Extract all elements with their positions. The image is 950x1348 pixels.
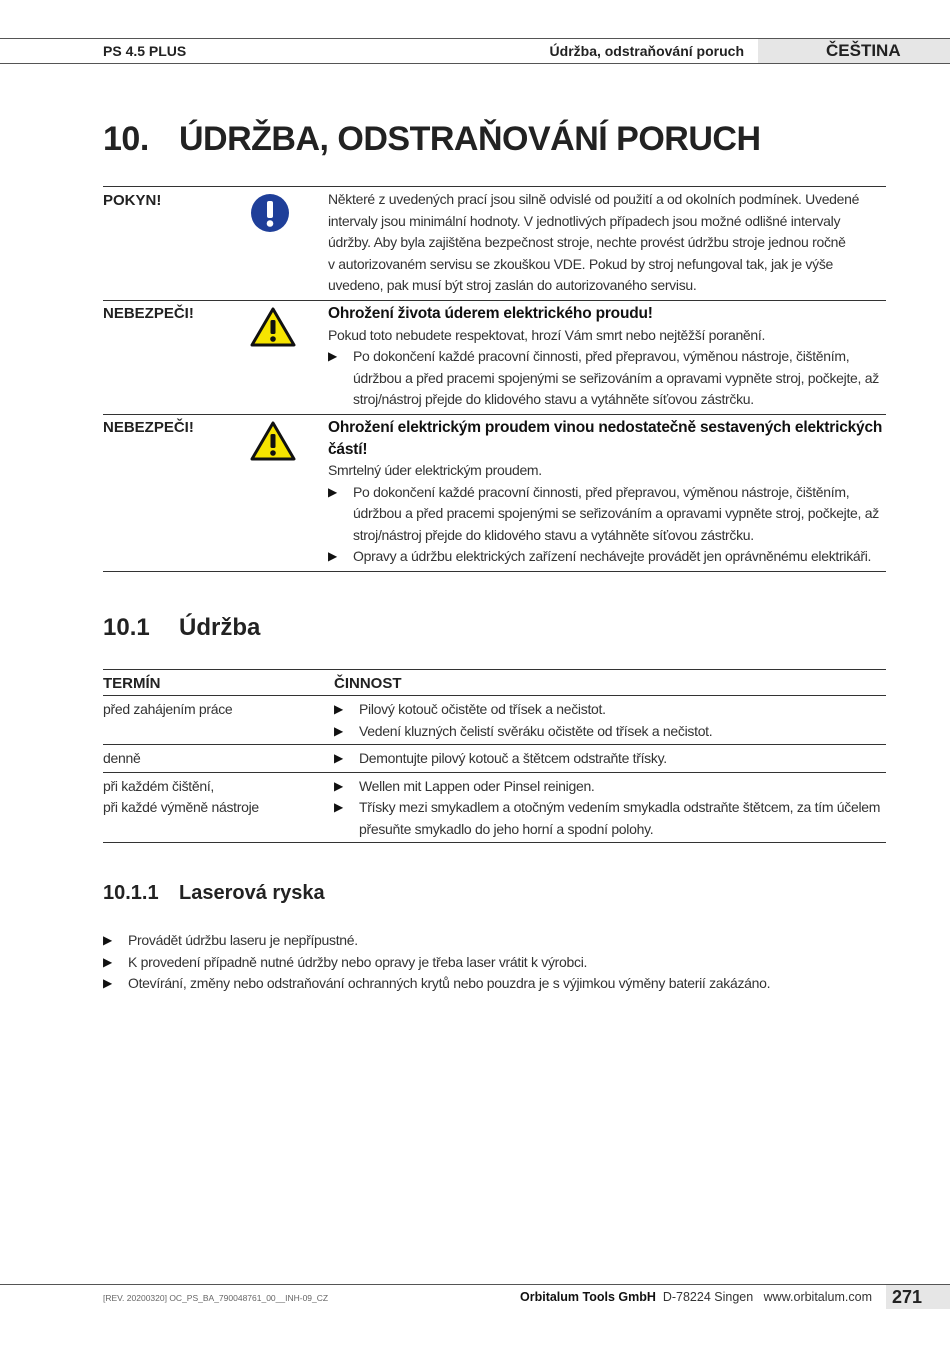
bullet-text: Otevírání, změny nebo odstraňování ochranných krytů nebo pouzdra je s výjimkou výměny baterií zakázáno. <box>128 975 771 991</box>
notice-rule <box>103 414 886 415</box>
chapter-title-text: ÚDRŽBA, ODSTRAŇOVÁNÍ PORUCH <box>179 120 761 158</box>
page-number: 271 <box>892 1287 923 1307</box>
table-rule <box>103 842 886 843</box>
notice-label: POKYN! <box>103 192 162 209</box>
bullet-text: Po dokončení každé pracovní činnosti, před přepravou, výměnou nástroje, čištěním, údržbou a před pracemi spojenými se seřizováním a opravami vypněte stroj, počkejte, až stroj/nástroj přejde do klidového stavu a vytáhněte síťovou zástrčku. <box>353 483 879 543</box>
bullet-text: Po dokončení každé pracovní činnosti, před přepravou, výměnou nástroje, čištěním, údržbou a před pracemi spojenými se seřizováním a opravami vypněte stroj, počkejte, až stroj/nástroj přejde do klidového stavu a vytáhněte síťovou zástrčku. <box>353 348 879 407</box>
list-item <box>103 973 886 995</box>
action-cell <box>334 748 886 770</box>
list-item <box>103 952 886 974</box>
maintenance-table <box>103 669 886 843</box>
list-item <box>328 546 888 568</box>
column-header-term: TERMÍN <box>103 675 161 692</box>
company-website: www.orbitalum.com <box>763 1290 872 1304</box>
column-header-action: ČINNOST <box>334 675 402 692</box>
subsection-title-text: Laserová ryska <box>179 882 325 904</box>
notice-line: v autorizovaném servisu se zkouškou VDE. Pokud by stroj nefungoval tak, jak je výše <box>328 255 834 272</box>
section-title-text: Údržba <box>179 614 261 641</box>
section-title <box>103 614 260 642</box>
bullet-triangle-icon: ▶ <box>328 549 337 563</box>
term-cell <box>103 699 334 742</box>
danger-heading: Ohrožení života úderem elektrického proudu! <box>328 305 653 322</box>
bullet-text: Třísky mezi smykadlem a otočným vedením smykadla odstraňte štětcem, za tím účelem přesuňte smykadlo do jeho horní a spodní polohy. <box>359 799 881 837</box>
term-cell <box>103 748 334 770</box>
list-item <box>334 699 886 721</box>
danger-body <box>328 417 888 568</box>
notice-rule <box>103 186 886 187</box>
bullet-text: K provedení případně nutné údržby nebo opravy je třeba laser vrátit k výrobci. <box>128 953 588 970</box>
bullet-text: Wellen mit Lappen oder Pinsel reinigen. <box>359 777 595 794</box>
laser-bullet-list <box>103 930 886 995</box>
footer-company <box>520 1290 872 1304</box>
bullet-triangle-icon: ▶ <box>103 933 112 947</box>
bullet-text: Pilový kotouč očistěte od třísek a nečistot. <box>359 701 606 717</box>
bullet-triangle-icon: ▶ <box>334 702 343 716</box>
bullet-text: Demontujte pilový kotouč a štětcem odstraňte třísky. <box>359 750 667 766</box>
list-item <box>103 930 886 952</box>
footer-rule <box>0 1284 950 1285</box>
bullet-text: Provádět údržbu laseru je nepřípustné. <box>128 932 358 948</box>
term-line: při každém čištění, <box>103 777 215 794</box>
term-line: denně <box>103 750 141 766</box>
chapter-title <box>103 120 761 159</box>
header-rule-bottom <box>0 63 950 64</box>
list-item <box>334 776 886 798</box>
notice-line: intervaly jsou minimální hodnoty. V jednotlivých případech jsou možné odlišné intervaly <box>328 212 841 229</box>
danger-text: Smrtelný úder elektrickým proudem. <box>328 462 542 478</box>
notice-rule <box>103 571 886 572</box>
list-item <box>334 797 886 840</box>
table-row <box>103 745 886 772</box>
notice-line: uvedeno, pak musí být stroj zaslán do autorizovaného servisu. <box>328 277 697 293</box>
term-line: před zahájením práce <box>103 701 233 717</box>
bullet-triangle-icon: ▶ <box>103 976 112 990</box>
table-header <box>103 670 886 695</box>
list-item <box>334 748 886 770</box>
list-item <box>328 346 888 411</box>
notice-line: Některé z uvedených prací jsou silně odvislé od použití a od okolních podmínek. Uvedené <box>328 191 860 207</box>
list-item <box>328 482 888 547</box>
running-section-title: Údržba, odstraňování poruch <box>549 43 744 59</box>
danger-heading: Ohrožení elektrickým proudem vinou nedostatečně sestavených elektrických částí! <box>328 419 883 458</box>
notice-rule <box>103 300 886 301</box>
bullet-triangle-icon: ▶ <box>334 723 343 738</box>
notice-line: údržby. Aby byla zajištěna bezpečnost stroje, nechte provést údržbu stroje jednou ročně <box>328 234 846 250</box>
term-line: při každé výměně nástroje <box>103 799 259 815</box>
action-cell <box>334 776 886 841</box>
bullet-triangle-icon: ▶ <box>334 751 343 765</box>
bullet-triangle-icon: ▶ <box>328 349 337 363</box>
term-cell <box>103 776 334 841</box>
table-row <box>103 773 886 843</box>
bullet-triangle-icon: ▶ <box>334 800 343 814</box>
info-exclamation-icon <box>250 193 290 238</box>
danger-label: NEBEZPEČI! <box>103 305 194 322</box>
subsection-title <box>103 882 325 905</box>
list-item <box>334 721 886 743</box>
bullet-text: Opravy a údržbu elektrických zařízení nechávejte provádět jen oprávněnému elektrikáři. <box>353 548 872 564</box>
company-name: Orbitalum Tools GmbH <box>520 1290 656 1304</box>
subsection-number: 10.1.1 <box>103 882 159 904</box>
company-address: D-78224 Singen <box>662 1290 754 1304</box>
warning-triangle-icon <box>250 421 296 466</box>
danger-text: Pokud toto nebudete respektovat, hrozí Vám smrt nebo nejtěžší poranění. <box>328 326 766 343</box>
revision-code: [REV. 20200320] OC_PS_BA_790048761_00__INH-09_CZ <box>103 1293 329 1303</box>
danger-body <box>328 303 888 411</box>
section-number: 10.1 <box>103 614 150 641</box>
product-name: PS 4.5 PLUS <box>103 43 187 59</box>
bullet-triangle-icon: ▶ <box>334 778 343 793</box>
table-row <box>103 696 886 744</box>
bullet-triangle-icon: ▶ <box>103 954 112 969</box>
chapter-number: 10. <box>103 120 149 158</box>
danger-label: NEBEZPEČI! <box>103 419 194 436</box>
action-cell <box>334 699 886 742</box>
bullet-text: Vedení kluzných čelistí svěráku očistěte od třísek a nečistot. <box>359 722 713 739</box>
warning-triangle-icon <box>250 307 296 352</box>
notice-body <box>328 189 888 297</box>
bullet-triangle-icon: ▶ <box>328 484 337 499</box>
language-label: ČEŠTINA <box>826 41 901 60</box>
